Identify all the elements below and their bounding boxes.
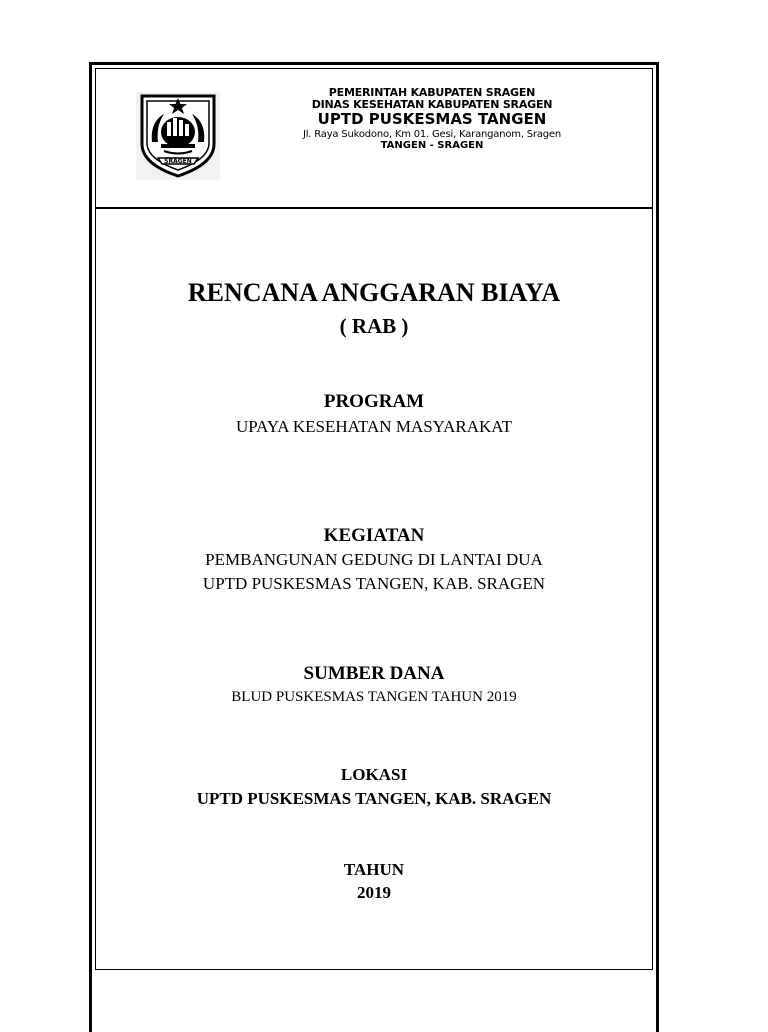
- sumber-dana-value: BLUD PUSKESMAS TANGEN TAHUN 2019: [231, 689, 517, 705]
- letterhead-city: TANGEN - SRAGEN: [380, 140, 484, 151]
- letterhead-government: PEMERINTAH KABUPATEN SRAGEN: [328, 86, 536, 99]
- page-inner-border: [95, 68, 653, 970]
- header-divider: [95, 207, 653, 209]
- program-heading: PROGRAM: [323, 391, 425, 412]
- document-title: RENCANA ANGGARAN BIAYA: [187, 278, 561, 307]
- tahun-value: 2019: [357, 883, 391, 902]
- emblem-ribbon-text: SRAGEN: [164, 158, 192, 165]
- sumber-dana-heading: SUMBER DANA: [303, 663, 445, 684]
- tahun-heading: TAHUN: [343, 860, 405, 879]
- letterhead-department: DINAS KESEHATAN KABUPATEN SRAGEN: [311, 98, 553, 111]
- kegiatan-line-1: PEMBANGUNAN GEDUNG DI LANTAI DUA: [205, 550, 543, 569]
- letterhead-institution: UPTD PUSKESMAS TANGEN: [317, 110, 547, 128]
- program-value: UPAYA KESEHATAN MASYARAKAT: [235, 417, 513, 436]
- lokasi-heading: LOKASI: [340, 765, 408, 784]
- kegiatan-heading: KEGIATAN: [323, 525, 425, 546]
- sragen-regency-emblem-icon: [136, 92, 220, 180]
- lokasi-value: UPTD PUSKESMAS TANGEN, KAB. SRAGEN: [196, 789, 552, 808]
- letterhead: [220, 86, 644, 151]
- document-subtitle: ( RAB ): [339, 314, 409, 338]
- letterhead-address: Jl. Raya Sukodono, Km 01. Gesi, Karanganom, Sragen: [302, 129, 562, 140]
- kegiatan-line-2: UPTD PUSKESMAS TANGEN, KAB. SRAGEN: [202, 574, 546, 593]
